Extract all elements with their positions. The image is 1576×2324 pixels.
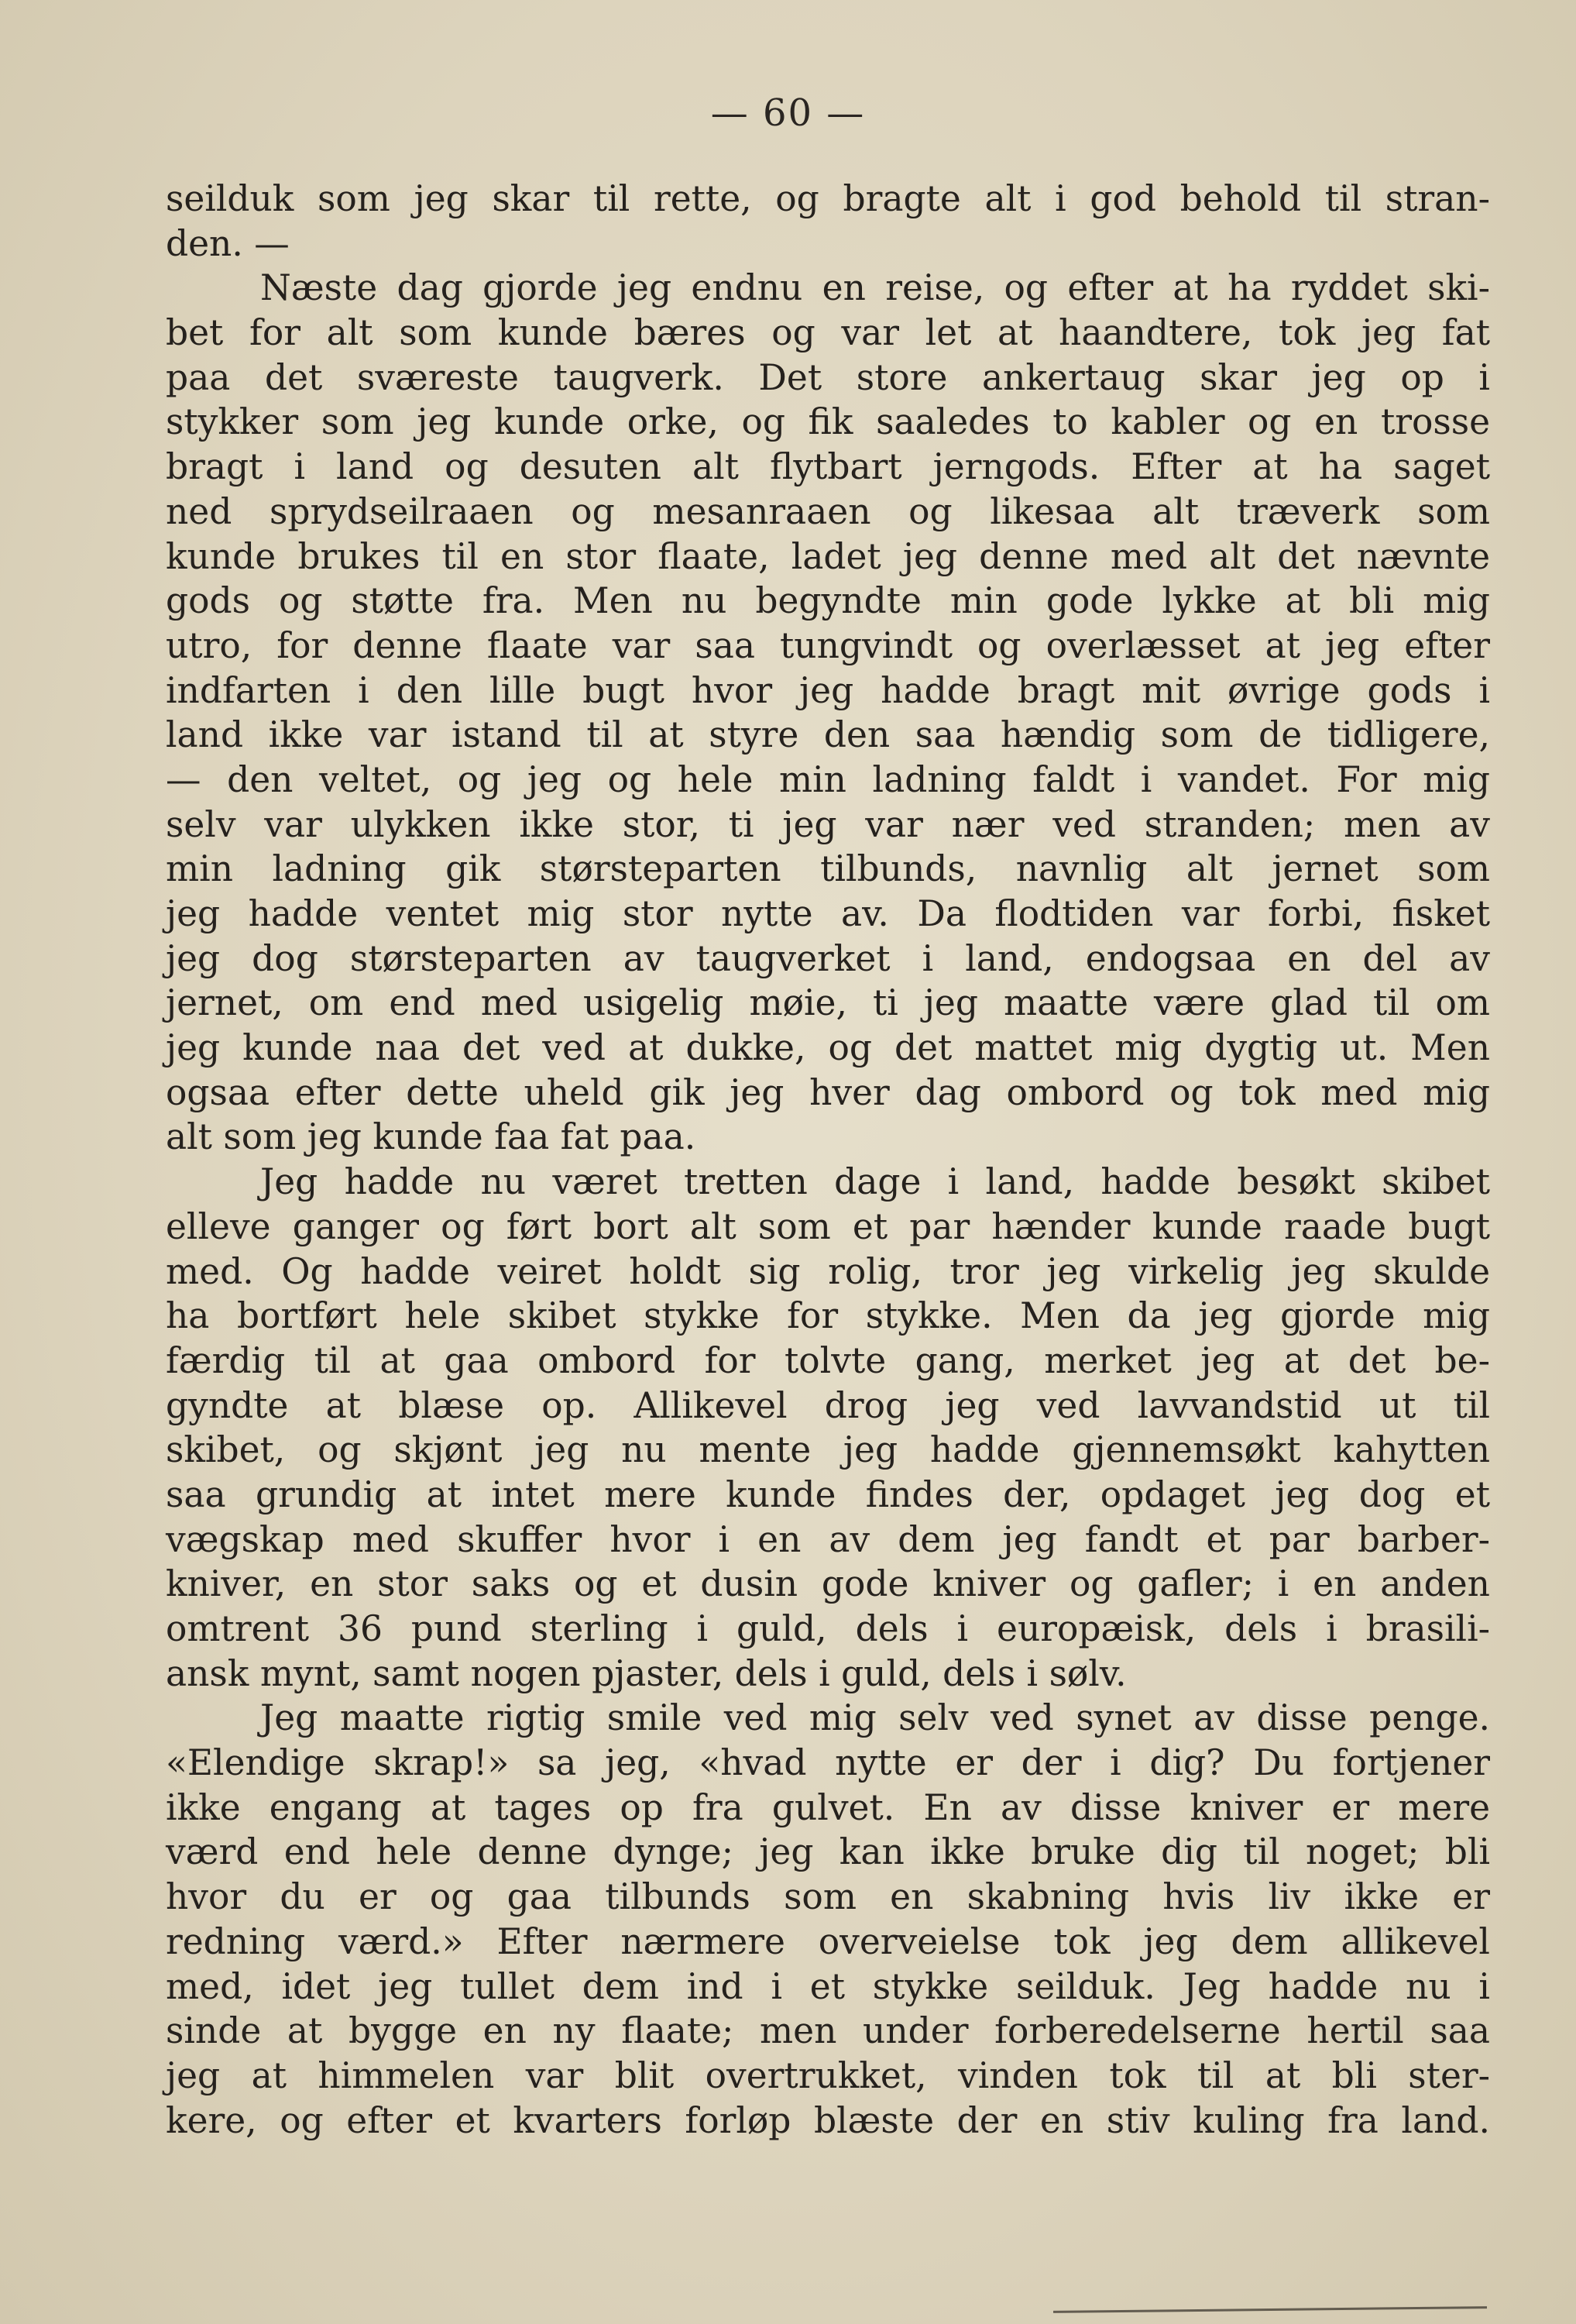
bottom-rule xyxy=(1053,2306,1487,2313)
text-line: alt som jeg kunde faa fat paa. xyxy=(166,1116,696,1158)
text-line: stykker som jeg kunde orke, og fik saaledes to kabler og en trosse xyxy=(166,401,1490,443)
text-line: jernet, om end med usigelig møie, ti jeg maatte være glad til om xyxy=(166,982,1490,1024)
text-line: ogsaa efter dette uheld gik jeg hver dag ombord og tok med mig xyxy=(166,1071,1490,1113)
text-line: saa grundig at intet mere kunde findes der, opdaget jeg dog et xyxy=(166,1473,1490,1515)
text-line: ha bortført hele skibet stykke for stykke. Men da jeg gjorde mig xyxy=(166,1295,1490,1337)
text-line: gods og støtte fra. Men nu begyndte min gode lykke at bli mig xyxy=(166,580,1490,622)
text-line: ned sprydseilraaen og mesanraaen og likesaa alt træverk som xyxy=(166,490,1490,532)
text-line: Næste dag gjorde jeg endnu en reise, og efter at ha ryddet ski- xyxy=(260,267,1490,309)
text-line: bet for alt som kunde bæres og var let at haandtere, tok jeg fat xyxy=(166,312,1490,354)
text-line: utro, for denne flaate var saa tungvindt og overlæsset at jeg efter xyxy=(166,624,1490,666)
text-line: jeg hadde ventet mig stor nytte av. Da flodtiden var forbi, fisket xyxy=(166,893,1490,934)
text-line: kunde brukes til en stor flaate, ladet jeg denne med alt det nævnte xyxy=(166,535,1490,577)
text-line: «Elendige skrap!» sa jeg, «hvad nytte er der i dig? Du fortjener xyxy=(166,1742,1490,1784)
text-line: min ladning gik størsteparten tilbunds, navnlig alt jernet som xyxy=(166,848,1490,890)
text-line: Jeg maatte rigtig smile ved mig selv ved synet av disse penge. xyxy=(260,1697,1490,1739)
text-line: med. Og hadde veiret holdt sig rolig, tror jeg virkelig jeg skulde xyxy=(166,1250,1490,1292)
text-line: — den veltet, og jeg og hele min ladning faldt i vandet. For mig xyxy=(166,758,1490,800)
page-number: — 60 — xyxy=(710,91,866,135)
text-line: Jeg hadde nu været tretten dage i land, hadde besøkt skibet xyxy=(260,1161,1490,1203)
text-line: kere, og efter et kvarters forløp blæste der en stiv kuling fra land. xyxy=(166,2099,1490,2141)
text-line: omtrent 36 pund sterling i guld, dels i europæisk, dels i brasili- xyxy=(166,1608,1490,1649)
text-line: gyndte at blæse op. Allikevel drog jeg ved lavvandstid ut til xyxy=(166,1384,1490,1426)
text-line: værd end hele denne dynge; jeg kan ikke bruke dig til noget; bli xyxy=(166,1831,1490,1873)
text-line: sinde at bygge en ny flaate; men under forberedelserne hertil saa xyxy=(166,2010,1490,2052)
text-line: jeg kunde naa det ved at dukke, og det mattet mig dygtig ut. Men xyxy=(166,1027,1490,1069)
text-line: jeg dog størsteparten av taugverket i land, endogsaa en del av xyxy=(166,937,1490,979)
text-line: seilduk som jeg skar til rette, og bragte alt i god behold til stran- xyxy=(166,178,1490,219)
text-line: ansk mynt, samt nogen pjaster, dels i guld, dels i sølv. xyxy=(166,1652,1127,1694)
text-line: hvor du er og gaa tilbunds som en skabning hvis liv ikke er xyxy=(166,1876,1490,1918)
text-line: selv var ulykken ikke stor, ti jeg var nær ved stranden; men av xyxy=(166,803,1490,845)
text-line: jeg at himmelen var blit overtrukket, vinden tok til at bli ster- xyxy=(166,2054,1490,2096)
text-line: færdig til at gaa ombord for tolvte gang, merket jeg at det be- xyxy=(166,1339,1490,1381)
text-line: bragt i land og desuten alt flytbart jerngods. Efter at ha saget xyxy=(166,446,1490,488)
text-line: skibet, og skjønt jeg nu mente jeg hadde gjennemsøkt kahytten xyxy=(166,1429,1490,1471)
text-line: indfarten i den lille bugt hvor jeg hadde bragt mit øvrige gods i xyxy=(166,669,1490,711)
text-line: redning værd.» Efter nærmere overveielse tok jeg dem allikevel xyxy=(166,1920,1490,1962)
body-text xyxy=(166,177,1490,2143)
text-line: med, idet jeg tullet dem ind i et stykke seilduk. Jeg hadde nu i xyxy=(166,1965,1490,2007)
text-line: paa det sværeste taugverk. Det store ankertaug skar jeg op i xyxy=(166,356,1490,398)
text-line: elleve ganger og ført bort alt som et par hænder kunde raade bugt xyxy=(166,1205,1490,1247)
text-line: vægskap med skuffer hvor i en av dem jeg fandt et par barber- xyxy=(166,1518,1490,1560)
text-line: kniver, en stor saks og et dusin gode kniver og gafler; i en anden xyxy=(166,1563,1490,1605)
text-line: ikke engang at tages op fra gulvet. En av disse kniver er mere xyxy=(166,1786,1490,1828)
text-line: den. — xyxy=(166,222,290,264)
text-line: land ikke var istand til at styre den saa hændig som de tidligere, xyxy=(166,714,1490,756)
